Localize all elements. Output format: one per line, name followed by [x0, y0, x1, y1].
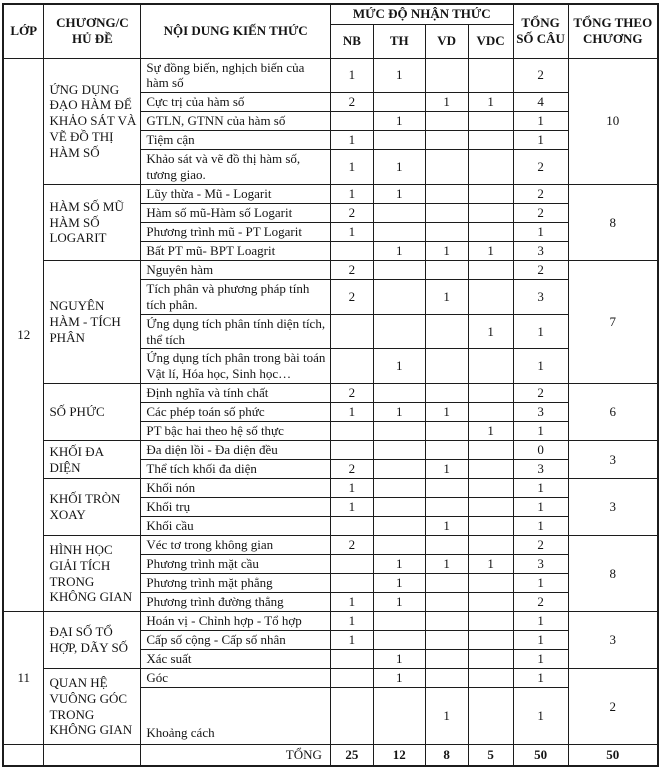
row-total-cell: 1: [513, 688, 568, 745]
count-vdc-cell: [468, 593, 513, 612]
row-total-cell: 2: [513, 203, 568, 222]
grade-cell: 12: [3, 58, 44, 612]
count-th-cell: 1: [373, 150, 425, 185]
chapter-cell: KHỐI TRÒN XOAY: [44, 479, 141, 536]
count-vdc-cell: [468, 150, 513, 185]
count-nb-cell: 1: [330, 593, 373, 612]
count-th-cell: 1: [373, 669, 425, 688]
count-vd-cell: [425, 669, 468, 688]
count-vd-cell: [425, 131, 468, 150]
count-vd-cell: [425, 650, 468, 669]
topic-cell: Thể tích khối đa diện: [141, 460, 331, 479]
footer-count-vd: 8: [425, 745, 468, 766]
count-vd-cell: 1: [425, 688, 468, 745]
topic-cell: GTLN, GTNN của hàm số: [141, 112, 331, 131]
count-vd-cell: [425, 203, 468, 222]
count-vd-cell: [425, 574, 468, 593]
topic-cell: Góc: [141, 669, 331, 688]
count-vdc-cell: [468, 536, 513, 555]
count-th-cell: 1: [373, 112, 425, 131]
count-th-cell: [373, 131, 425, 150]
count-vd-cell: 1: [425, 517, 468, 536]
row-total-cell: 2: [513, 536, 568, 555]
count-vd-cell: [425, 479, 468, 498]
count-vdc-cell: [468, 203, 513, 222]
count-nb-cell: [330, 517, 373, 536]
row-total-cell: 1: [513, 612, 568, 631]
row-total-cell: 3: [513, 555, 568, 574]
count-nb-cell: 1: [330, 631, 373, 650]
count-th-cell: 1: [373, 241, 425, 260]
count-th-cell: [373, 314, 425, 349]
count-th-cell: [373, 279, 425, 314]
count-nb-cell: 2: [330, 279, 373, 314]
chapter-cell: SỐ PHỨC: [44, 384, 141, 441]
footer-total-questions: 50: [513, 745, 568, 766]
count-vd-cell: 1: [425, 555, 468, 574]
row-total-cell: 2: [513, 593, 568, 612]
count-vdc-cell: 1: [468, 555, 513, 574]
footer-count-th: 12: [373, 745, 425, 766]
count-th-cell: [373, 498, 425, 517]
topic-cell: Khảo sát và vẽ đồ thị hàm số, tương giao.: [141, 150, 331, 185]
chapter-cell: NGUYÊN HÀM - TÍCH PHÂN: [44, 260, 141, 383]
topic-cell: Lũy thừa - Mũ - Logarit: [141, 184, 331, 203]
row-total-cell: 1: [513, 112, 568, 131]
row-total-cell: 2: [513, 184, 568, 203]
topic-cell: Các phép toán số phức: [141, 403, 331, 422]
count-nb-cell: 1: [330, 184, 373, 203]
topic-cell: Đa diện lồi - Đa diện đều: [141, 441, 331, 460]
count-vd-cell: 1: [425, 279, 468, 314]
row-total-cell: 2: [513, 58, 568, 93]
count-vdc-cell: [468, 184, 513, 203]
count-vdc-cell: [468, 574, 513, 593]
chapter-cell: ĐẠI SỐ TỔ HỢP, DÃY SỐ: [44, 612, 141, 669]
topic-cell: Hoán vị - Chỉnh hợp - Tổ hợp: [141, 612, 331, 631]
header-total-questions: TỔNG SỐ CÂU: [513, 4, 568, 58]
count-vdc-cell: [468, 279, 513, 314]
row-total-cell: 1: [513, 498, 568, 517]
count-vdc-cell: [468, 131, 513, 150]
count-vd-cell: 1: [425, 241, 468, 260]
topic-cell: Tiệm cận: [141, 131, 331, 150]
count-vd-cell: [425, 260, 468, 279]
topic-cell: Định nghĩa và tính chất: [141, 384, 331, 403]
count-vdc-cell: [468, 612, 513, 631]
topic-cell: Khối cầu: [141, 517, 331, 536]
count-vdc-cell: [468, 631, 513, 650]
count-vd-cell: [425, 422, 468, 441]
table-row: [3, 58, 658, 93]
row-total-cell: 3: [513, 241, 568, 260]
table-row: [3, 184, 658, 203]
footer-empty-grade-cell: [3, 745, 44, 766]
count-nb-cell: [330, 422, 373, 441]
row-total-cell: 1: [513, 669, 568, 688]
row-total-cell: 0: [513, 441, 568, 460]
count-vd-cell: [425, 384, 468, 403]
table-footer: [3, 745, 658, 766]
count-nb-cell: [330, 669, 373, 688]
chapter-cell: QUAN HỆ VUÔNG GÓC TRONG KHÔNG GIAN: [44, 669, 141, 745]
chapter-total-cell: 2: [568, 669, 658, 745]
chapter-total-cell: 6: [568, 384, 658, 441]
table-row: [3, 612, 658, 631]
count-th-cell: 1: [373, 349, 425, 384]
header-level-nb: NB: [330, 24, 373, 58]
table-row: [3, 479, 658, 498]
row-total-cell: 1: [513, 131, 568, 150]
count-vdc-cell: 1: [468, 93, 513, 112]
row-total-cell: 1: [513, 422, 568, 441]
count-vdc-cell: [468, 498, 513, 517]
header-grade: LỚP: [3, 4, 44, 58]
count-nb-cell: 1: [330, 403, 373, 422]
chapter-total-cell: 8: [568, 184, 658, 260]
count-vd-cell: [425, 349, 468, 384]
total-row: [3, 745, 658, 766]
row-total-cell: 1: [513, 650, 568, 669]
chapter-total-cell: 3: [568, 612, 658, 669]
grade-cell: 11: [3, 612, 44, 745]
count-vdc-cell: [468, 460, 513, 479]
header-level-vd: VD: [425, 24, 468, 58]
count-nb-cell: [330, 241, 373, 260]
row-total-cell: 1: [513, 631, 568, 650]
count-th-cell: [373, 384, 425, 403]
count-vd-cell: 1: [425, 460, 468, 479]
count-vd-cell: [425, 112, 468, 131]
count-nb-cell: [330, 314, 373, 349]
count-nb-cell: 1: [330, 150, 373, 185]
count-th-cell: 1: [373, 650, 425, 669]
topic-cell: Ứng dụng tích phân trong bài toán Vật lí, Hóa học, Sinh học…: [141, 349, 331, 384]
row-total-cell: 2: [513, 260, 568, 279]
footer-total-label: TỔNG: [141, 745, 331, 766]
footer-empty-chapter-cell: [44, 745, 141, 766]
count-vd-cell: [425, 631, 468, 650]
count-vdc-cell: [468, 688, 513, 745]
count-th-cell: 1: [373, 555, 425, 574]
count-nb-cell: 2: [330, 460, 373, 479]
count-vdc-cell: [468, 517, 513, 536]
count-vdc-cell: 1: [468, 314, 513, 349]
header-content: NỘI DUNG KIẾN THỨC: [141, 4, 331, 58]
chapter-total-cell: 7: [568, 260, 658, 383]
count-vdc-cell: [468, 349, 513, 384]
count-th-cell: [373, 536, 425, 555]
count-th-cell: [373, 460, 425, 479]
topic-cell: Véc tơ trong không gian: [141, 536, 331, 555]
row-total-cell: 2: [513, 150, 568, 185]
chapter-total-cell: 3: [568, 441, 658, 479]
count-vd-cell: [425, 593, 468, 612]
row-total-cell: 4: [513, 93, 568, 112]
count-vd-cell: [425, 612, 468, 631]
chapter-total-cell: 8: [568, 536, 658, 612]
count-vdc-cell: 1: [468, 422, 513, 441]
footer-grand-total: 50: [568, 745, 658, 766]
row-total-cell: 1: [513, 222, 568, 241]
count-nb-cell: [330, 349, 373, 384]
count-vdc-cell: [468, 384, 513, 403]
chapter-total-cell: 3: [568, 479, 658, 536]
count-vd-cell: 1: [425, 93, 468, 112]
topic-cell: Bất PT mũ- BPT Loagrit: [141, 241, 331, 260]
row-total-cell: 1: [513, 314, 568, 349]
row-total-cell: 1: [513, 517, 568, 536]
count-nb-cell: 1: [330, 498, 373, 517]
count-th-cell: [373, 688, 425, 745]
count-nb-cell: 1: [330, 612, 373, 631]
count-th-cell: 1: [373, 574, 425, 593]
count-th-cell: 1: [373, 184, 425, 203]
count-vdc-cell: [468, 58, 513, 93]
count-vd-cell: [425, 498, 468, 517]
count-vdc-cell: [468, 112, 513, 131]
chapter-cell: KHỐI ĐA DIỆN: [44, 441, 141, 479]
count-vdc-cell: [468, 479, 513, 498]
topic-cell: Tích phân và phương pháp tính tích phân.: [141, 279, 331, 314]
count-nb-cell: [330, 555, 373, 574]
row-total-cell: 3: [513, 279, 568, 314]
chapter-total-cell: 10: [568, 58, 658, 184]
count-vdc-cell: 1: [468, 241, 513, 260]
count-vd-cell: [425, 184, 468, 203]
count-nb-cell: 1: [330, 58, 373, 93]
count-th-cell: 1: [373, 403, 425, 422]
header-chapter: CHƯƠNG/C HỦ ĐỀ: [44, 4, 141, 58]
table-body: [3, 58, 658, 745]
count-vdc-cell: [468, 650, 513, 669]
table-header: [3, 4, 658, 58]
topic-cell: Khoảng cách: [141, 688, 331, 745]
count-nb-cell: [330, 650, 373, 669]
count-th-cell: [373, 260, 425, 279]
count-vd-cell: 1: [425, 403, 468, 422]
count-th-cell: 1: [373, 593, 425, 612]
topic-cell: Hàm số mũ-Hàm số Logarit: [141, 203, 331, 222]
count-nb-cell: 1: [330, 479, 373, 498]
row-total-cell: 2: [513, 384, 568, 403]
count-nb-cell: [330, 574, 373, 593]
row-total-cell: 3: [513, 403, 568, 422]
chapter-cell: ỨNG DỤNG ĐẠO HÀM ĐỂ KHẢO SÁT VÀ VẼ ĐỒ THỊ HÀM SỐ: [44, 58, 141, 184]
topic-cell: Ứng dụng tích phân tính diện tích, thể tích: [141, 314, 331, 349]
header-level-group: MỨC ĐỘ NHẬN THỨC: [330, 4, 513, 24]
topic-cell: Sự đồng biến, nghịch biến của hàm số: [141, 58, 331, 93]
count-nb-cell: 1: [330, 131, 373, 150]
count-nb-cell: 2: [330, 203, 373, 222]
count-vdc-cell: [468, 260, 513, 279]
count-th-cell: [373, 517, 425, 536]
topic-cell: Cực trị của hàm số: [141, 93, 331, 112]
topic-cell: PT bậc hai theo hệ số thực: [141, 422, 331, 441]
count-th-cell: 1: [373, 58, 425, 93]
count-vdc-cell: [468, 222, 513, 241]
count-th-cell: [373, 612, 425, 631]
topic-cell: Cấp số cộng - Cấp số nhân: [141, 631, 331, 650]
row-total-cell: 1: [513, 574, 568, 593]
count-th-cell: [373, 479, 425, 498]
count-vd-cell: [425, 150, 468, 185]
count-vdc-cell: [468, 403, 513, 422]
topic-cell: Phương trình mũ - PT Logarit: [141, 222, 331, 241]
topic-cell: Khối nón: [141, 479, 331, 498]
count-nb-cell: [330, 441, 373, 460]
count-nb-cell: 1: [330, 222, 373, 241]
table-row: [3, 384, 658, 403]
footer-count-vdc: 5: [468, 745, 513, 766]
topic-cell: Phương trình mặt cầu: [141, 555, 331, 574]
count-th-cell: [373, 441, 425, 460]
count-vdc-cell: [468, 669, 513, 688]
count-nb-cell: [330, 112, 373, 131]
count-vd-cell: [425, 222, 468, 241]
count-vd-cell: [425, 314, 468, 349]
row-total-cell: 3: [513, 460, 568, 479]
table-row: [3, 441, 658, 460]
row-total-cell: 1: [513, 479, 568, 498]
topic-cell: Phương trình đường thẳng: [141, 593, 331, 612]
row-total-cell: 1: [513, 349, 568, 384]
count-vdc-cell: [468, 441, 513, 460]
table-row: [3, 669, 658, 688]
count-th-cell: [373, 93, 425, 112]
table-row: [3, 260, 658, 279]
count-vd-cell: [425, 58, 468, 93]
count-th-cell: [373, 222, 425, 241]
header-level-th: TH: [373, 24, 425, 58]
footer-count-nb: 25: [330, 745, 373, 766]
header-level-vdc: VDC: [468, 24, 513, 58]
chapter-cell: HÌNH HỌC GIẢI TÍCH TRONG KHÔNG GIAN: [44, 536, 141, 612]
count-vd-cell: [425, 536, 468, 555]
topic-cell: Nguyên hàm: [141, 260, 331, 279]
exam-matrix-table: [2, 3, 659, 767]
count-nb-cell: 2: [330, 93, 373, 112]
count-nb-cell: 2: [330, 260, 373, 279]
header-total-by-chapter: TỔNG THEO CHƯƠNG: [568, 4, 658, 58]
topic-cell: Khối trụ: [141, 498, 331, 517]
count-vd-cell: [425, 441, 468, 460]
count-nb-cell: 2: [330, 536, 373, 555]
topic-cell: Xác suất: [141, 650, 331, 669]
topic-cell: Phương trình mặt phẳng: [141, 574, 331, 593]
count-nb-cell: [330, 688, 373, 745]
count-th-cell: [373, 203, 425, 222]
table-row: [3, 536, 658, 555]
count-th-cell: [373, 422, 425, 441]
count-th-cell: [373, 631, 425, 650]
count-nb-cell: 2: [330, 384, 373, 403]
chapter-cell: HÀM SỐ MŨ HÀM SỐ LOGARIT: [44, 184, 141, 260]
